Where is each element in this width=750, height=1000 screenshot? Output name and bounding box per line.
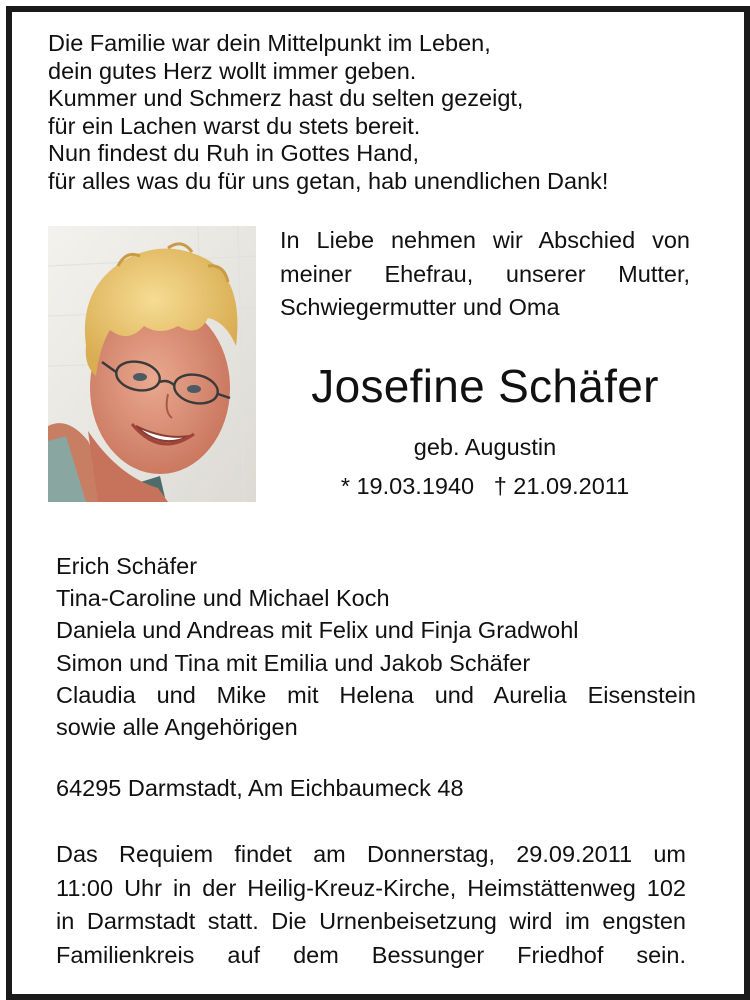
mourner-line: sowie alle Angehörigen bbox=[56, 714, 298, 741]
intro-line: meiner Ehefrau, unserer Mutter, bbox=[280, 260, 690, 287]
intro-line: Schwiegermutter und Oma bbox=[280, 294, 560, 320]
mourner-line: Erich Schäfer bbox=[56, 553, 198, 579]
deceased-name: Josefine Schäfer bbox=[311, 360, 659, 412]
mourners-list bbox=[56, 550, 696, 743]
mourner-line: Tina-Caroline und Michael Koch bbox=[56, 585, 390, 612]
service-line: Familienkreis auf dem Bessunger Friedhof sein. bbox=[56, 941, 686, 968]
intro-line: In Liebe nehmen wir Abschied von bbox=[280, 227, 690, 253]
birth-name: geb. Augustin bbox=[413, 434, 557, 460]
mourner-line: Daniela und Andreas mit Felix und Finja Gradwohl bbox=[56, 617, 579, 644]
poem-line: Die Familie war dein Mittelpunkt im Leben, bbox=[48, 30, 491, 56]
life-dates: * 19.03.1940 † 21.09.2011 bbox=[340, 473, 630, 499]
mourner-line: Simon und Tina mit Emilia und Jakob Schäfer bbox=[56, 649, 531, 676]
intro-text bbox=[280, 224, 690, 325]
poem-line: für alles was du für uns getan, hab unendlichen Dank! bbox=[48, 167, 609, 194]
poem bbox=[48, 30, 708, 196]
service-notice bbox=[56, 838, 686, 972]
service-line: in Darmstadt statt. Die Urnenbeisetzung wird im engsten bbox=[56, 908, 686, 934]
portrait-photo bbox=[48, 226, 256, 502]
address: 64295 Darmstadt, Am Eichbaumeck 48 bbox=[56, 775, 464, 801]
service-line: 11:00 Uhr in der Heilig-Kreuz-Kirche, Heimstättenweg 102 bbox=[56, 874, 686, 901]
mourner-line: Claudia und Mike mit Helena und Aurelia Eisenstein bbox=[56, 681, 696, 708]
poem-line: Nun findest du Ruh in Gottes Hand, bbox=[48, 140, 419, 167]
poem-line: dein gutes Herz wollt immer geben. bbox=[48, 57, 417, 84]
service-line: Das Requiem findet am Donnerstag, 29.09.2011 um bbox=[56, 841, 686, 867]
poem-line: für ein Lachen warst du stets bereit. bbox=[48, 112, 421, 139]
poem-line: Kummer und Schmerz hast du selten gezeigt, bbox=[48, 85, 524, 112]
